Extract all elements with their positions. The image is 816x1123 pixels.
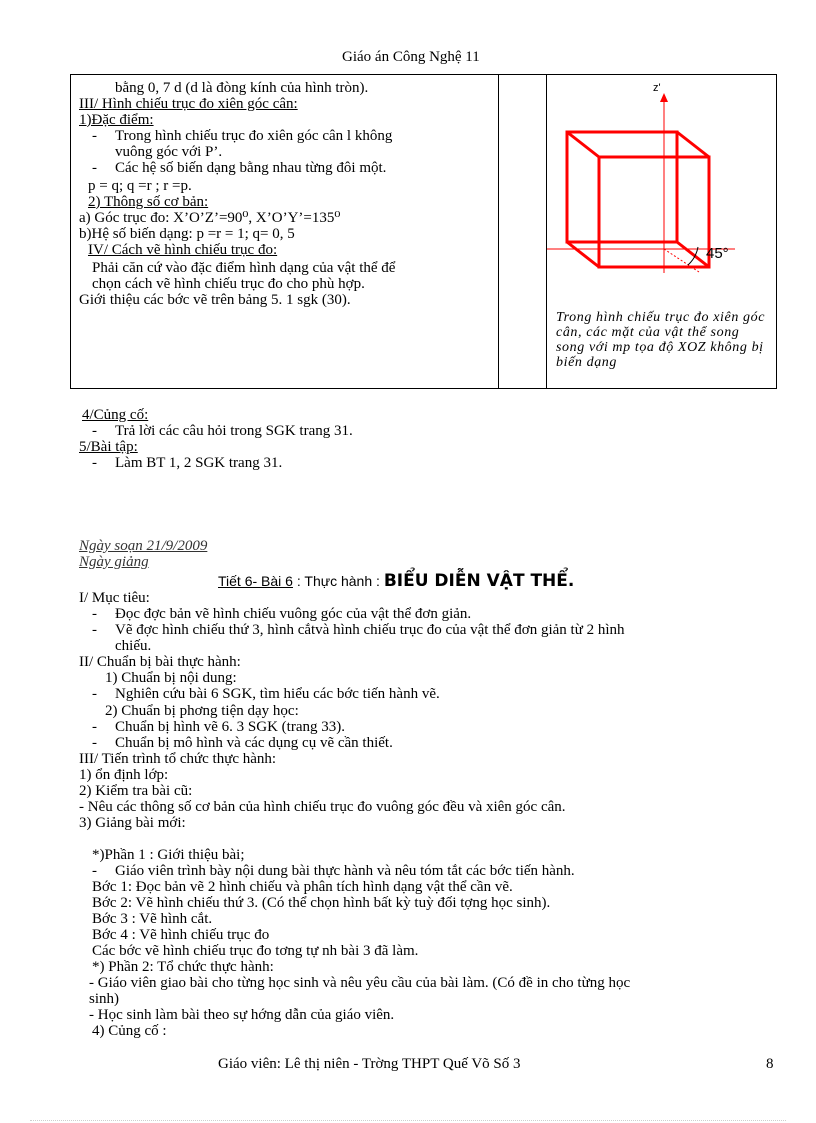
subsection-heading: 2) Thông số cơ bản:: [88, 194, 209, 210]
text-line: - Nêu các thông số cơ bản của hình chiếu trục đo vuông góc đều và xiên góc cân.: [79, 799, 566, 815]
text-line: - Học sinh làm bài theo sự hớng dẫn của giáo viên.: [89, 1007, 395, 1023]
step-line: Bớc 4 : Vẽ hình chiếu trục đo: [92, 927, 270, 943]
text-line: Chuẩn bị mô hình và các dụng cụ vẽ cần thiết.: [115, 735, 393, 751]
text-line: chiếu.: [115, 638, 152, 654]
section-heading: 4/Củng cố:: [82, 407, 149, 423]
section-heading: I/ Mục tiêu:: [79, 590, 150, 606]
table-line: b)Hệ số biến dạng: p =r = 1; q= 0, 5: [79, 226, 295, 242]
text-line: Các bớc vẽ hình chiếu trục đo tơng tự nh bài 3 đã làm.: [92, 943, 419, 959]
text-line: Làm BT 1, 2 SGK trang 31.: [115, 455, 283, 471]
bullet: -: [92, 863, 97, 879]
bullet: -: [92, 455, 97, 471]
text-line: Đọc đợc bản vẽ hình chiếu vuông góc của vật thể đơn giản.: [115, 606, 472, 622]
bullet: -: [92, 622, 97, 638]
bullet: -: [92, 423, 97, 439]
z-axis-label: z': [653, 82, 661, 94]
lesson-main-title: BIỂU DIỄN VẬT THỂ.: [383, 571, 575, 591]
page-footer: Giáo viên: Lê thị niên - Trờng THPT Quế Võ Số 3: [218, 1056, 521, 1072]
bullet: -: [92, 719, 97, 735]
date-prepared: Ngày soạn 21/9/2009: [79, 538, 208, 554]
part-heading: *)Phần 1 : Giới thiệu bài;: [92, 847, 245, 863]
page-number: 8: [766, 1056, 774, 1072]
cube-back-face: [599, 157, 709, 267]
section-heading: II/ Chuẩn bị bài thực hành:: [79, 654, 241, 670]
text-line: Trả lời các câu hỏi trong SGK trang 31.: [115, 423, 353, 439]
step-line: Bớc 3 : Vẽ hình cắt.: [92, 911, 213, 927]
table-line: vuông góc với P’.: [115, 144, 223, 160]
lesson-kind: : Thực hành :: [296, 573, 380, 589]
table-line: Phải căn cứ vào đặc điểm hình dạng của vật thể để: [92, 260, 396, 276]
text-line: Vẽ đợc hình chiếu thứ 3, hình cắtvà hình chiếu trục đo của vật thể đơn giản từ 2 hình: [115, 622, 625, 638]
section-heading: IV/ Cách vẽ hình chiếu trục đo:: [88, 242, 278, 258]
page-header: Giáo án Công Nghệ 11: [342, 49, 480, 65]
table-divider: [498, 74, 499, 388]
subsection-heading: 1) Chuẩn bị nội dung:: [105, 670, 237, 686]
bullet: -: [92, 735, 97, 751]
table-line: chọn cách vẽ hình chiếu trục đo cho phù hợp.: [92, 276, 365, 292]
bullet: -: [92, 160, 97, 176]
cube-front-face: [567, 132, 677, 242]
text-line: - Giáo viên giao bài cho từng học sinh và nêu yêu cầu của bài làm. (Có đề in cho từng học: [89, 975, 631, 991]
bullet: -: [92, 606, 97, 622]
angle-label: 45°: [706, 245, 729, 262]
section-heading: III/ Hình chiếu trục đo xiên góc cân:: [79, 96, 298, 112]
part-heading: *) Phần 2: Tổ chức thực hành:: [92, 959, 274, 975]
step-line: Bớc 1: Đọc bản vẽ 2 hình chiếu và phân tích hình dạng vật thể cần vẽ.: [92, 879, 513, 895]
page-bottom-divider: [30, 1120, 786, 1121]
table-line: bằng 0, 7 d (d là đòng kính của hình tròn).: [115, 80, 369, 96]
table-line: Giới thiệu các bớc vẽ trên bảng 5. 1 sgk (30).: [79, 292, 351, 308]
table-line: p = q; q =r ; r =p.: [88, 178, 192, 194]
bullet: -: [92, 128, 97, 144]
axonometric-figure: [547, 75, 774, 309]
table-line: Trong hình chiếu trục đo xiên góc cân l không: [115, 128, 393, 144]
text-line: sinh): [89, 991, 119, 1007]
text-line: Nghiên cứu bài 6 SGK, tìm hiểu các bớc tiến hành vẽ.: [115, 686, 440, 702]
table-line: Các hệ số biến dạng bằng nhau từng đôi một.: [115, 160, 387, 176]
figure-caption: Trong hình chiếu trục đo xiên góc cân, các mặt của vật thể song song với mp tọa độ XOZ không bị biến dạng: [556, 310, 766, 370]
table-line: a) Góc trục đo: X’O’Z’=90⁰, X’O’Y’=135⁰: [79, 210, 341, 226]
section-heading: III/ Tiến trình tổ chức thực hành:: [79, 751, 277, 767]
bullet: -: [92, 686, 97, 702]
subsection-heading: 1)Đặc điểm:: [79, 112, 154, 128]
y-axis: [664, 249, 699, 272]
text-line: Giáo viên trình bày nội dung bài thực hành và nêu tóm tắt các bớc tiến hành.: [115, 863, 575, 879]
section-heading: 4) Củng cố :: [92, 1023, 167, 1039]
subsection-heading: 2) Kiểm tra bài cũ:: [79, 783, 193, 799]
lesson-title: [218, 572, 574, 590]
date-taught: Ngày giảng: [79, 554, 149, 570]
subsection-heading: 1) ổn định lớp:: [79, 767, 169, 783]
step-line: Bớc 2: Vẽ hình chiếu thứ 3. (Có thể chọn hình bất kỳ tuỳ đối tợng học sinh).: [92, 895, 551, 911]
z-axis-arrow-icon: [660, 93, 668, 102]
subsection-heading: 2) Chuẩn bị phơng tiện dạy học:: [105, 703, 299, 719]
section-heading: 5/Bài tập:: [79, 439, 138, 455]
text-line: Chuẩn bị hình vẽ 6. 3 SGK (trang 33).: [115, 719, 345, 735]
lesson-number: Tiết 6- Bài 6: [218, 573, 293, 589]
subsection-heading: 3) Giảng bài mới:: [79, 815, 186, 831]
